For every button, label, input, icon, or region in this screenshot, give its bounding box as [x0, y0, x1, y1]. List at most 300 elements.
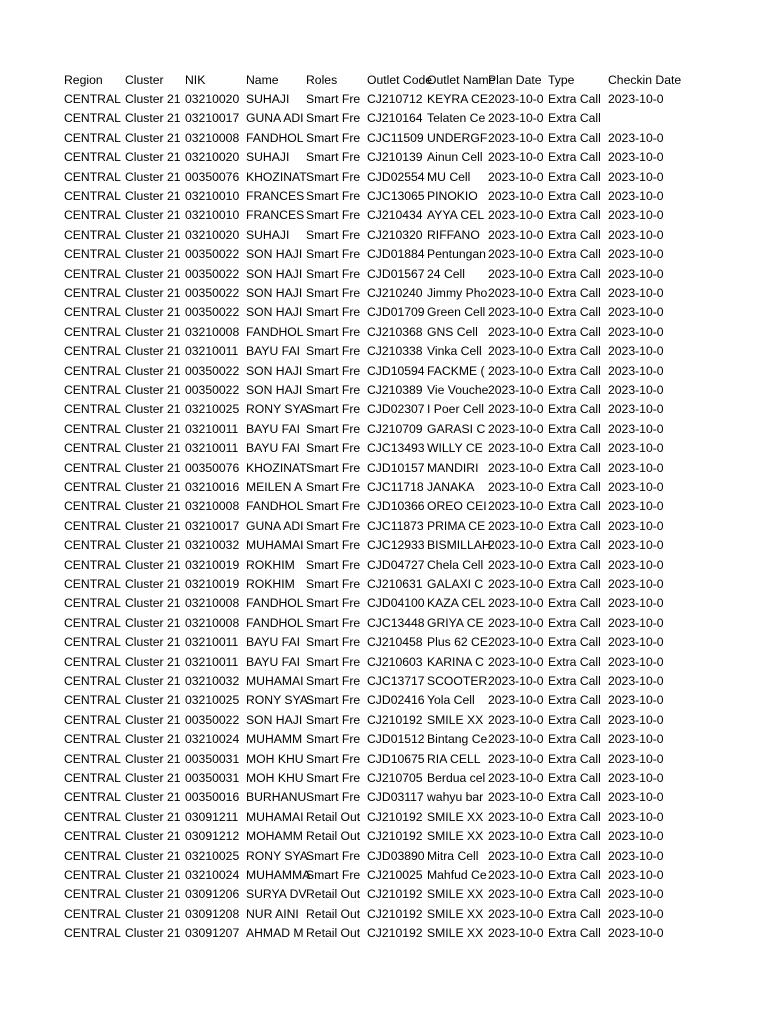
cell-roles[interactable]: Smart Fre	[306, 480, 361, 494]
cell-outlet-name[interactable]: Telaten Ce	[427, 111, 486, 126]
cell-type[interactable]: Extra Call	[548, 247, 601, 262]
cell-name[interactable]: RONY SYA	[246, 848, 308, 863]
cell-type[interactable]: Extra Call	[548, 111, 601, 126]
cell-type[interactable]: Extra Call	[548, 169, 601, 184]
cell-outlet-name[interactable]: UNDERGF	[427, 130, 488, 145]
cell-nik[interactable]: 00350022	[185, 286, 240, 300]
cell-outlet-name[interactable]: Vinka Cell	[427, 344, 482, 359]
cell-roles[interactable]: Smart Fre	[306, 732, 361, 747]
cell-outlet-code[interactable]: CJC13493	[367, 441, 425, 456]
cell-roles[interactable]: Smart Fre	[306, 402, 361, 417]
cell-type[interactable]: Extra Call	[548, 771, 601, 785]
cell-cluster[interactable]: Cluster 21	[125, 829, 181, 844]
cell-outlet-name[interactable]: AYYA CEL	[427, 208, 485, 223]
cell-plan-date[interactable]: 2023-10-0	[488, 712, 544, 727]
cell-roles[interactable]: Smart Fre	[306, 266, 361, 281]
cell-region[interactable]: CENTRAL	[64, 499, 121, 514]
cell-cluster[interactable]: Cluster 21	[125, 848, 181, 863]
cell-nik[interactable]: 03210024	[185, 732, 240, 747]
cell-outlet-name[interactable]: Berdua cel	[427, 771, 486, 785]
cell-name[interactable]: BAYU FAI	[246, 344, 300, 359]
cell-roles[interactable]: Smart Fre	[306, 208, 361, 223]
cell-type[interactable]: Extra Call	[548, 324, 601, 339]
cell-plan-date[interactable]: 2023-10-0	[488, 460, 544, 475]
cell-name[interactable]: SON HAJI	[246, 363, 303, 378]
cell-outlet-code[interactable]: CJ210192	[367, 906, 423, 921]
cell-name[interactable]: RONY SYA	[246, 693, 308, 708]
cell-checkin-date[interactable]: 2023-10-0	[608, 771, 664, 785]
header-cell-checkin-date[interactable]: Checkin Date	[608, 72, 682, 87]
cell-checkin-date[interactable]: 2023-10-0	[608, 189, 664, 203]
cell-outlet-code[interactable]: CJC11509	[367, 130, 424, 145]
cell-type[interactable]: Extra Call	[548, 906, 601, 921]
cell-nik[interactable]: 03210011	[185, 635, 239, 650]
cell-type[interactable]: Extra Call	[548, 305, 601, 320]
cell-name[interactable]: RONY SYA	[246, 402, 308, 417]
cell-plan-date[interactable]: 2023-10-0	[488, 247, 544, 262]
cell-cluster[interactable]: Cluster 21	[125, 247, 181, 262]
header-cell-outlet-code[interactable]: Outlet Code	[367, 72, 433, 87]
cell-outlet-code[interactable]: CJD10594	[367, 363, 425, 378]
cell-nik[interactable]: 03091206	[185, 887, 240, 902]
cell-plan-date[interactable]: 2023-10-0	[488, 344, 544, 359]
cell-checkin-date[interactable]: 2023-10-0	[608, 557, 664, 572]
cell-outlet-name[interactable]: PINOKIO	[427, 189, 478, 203]
cell-name[interactable]: FANDHOL	[246, 324, 304, 339]
cell-plan-date[interactable]: 2023-10-0	[488, 557, 544, 572]
cell-type[interactable]: Extra Call	[548, 383, 601, 397]
cell-nik[interactable]: 03210011	[185, 441, 239, 456]
header-cell-roles[interactable]: Roles	[306, 72, 338, 87]
cell-cluster[interactable]: Cluster 21	[125, 693, 181, 708]
cell-plan-date[interactable]: 2023-10-0	[488, 887, 544, 902]
cell-checkin-date[interactable]: 2023-10-0	[608, 538, 664, 553]
cell-name[interactable]: SUHAJI	[246, 227, 290, 242]
cell-checkin-date[interactable]: 2023-10-0	[608, 227, 664, 242]
cell-outlet-name[interactable]: FACKME (	[427, 363, 485, 378]
cell-checkin-date[interactable]: 2023-10-0	[608, 460, 664, 475]
header-cell-nik[interactable]: NIK	[185, 72, 206, 87]
cell-region[interactable]: CENTRAL	[64, 383, 121, 397]
cell-outlet-name[interactable]: Pentungan	[427, 247, 486, 262]
cell-plan-date[interactable]: 2023-10-0	[488, 868, 544, 882]
cell-roles[interactable]: Smart Fre	[306, 383, 361, 397]
cell-nik[interactable]: 03210025	[185, 848, 240, 863]
cell-type[interactable]: Extra Call	[548, 363, 601, 378]
cell-name[interactable]: BAYU FAI	[246, 441, 300, 456]
cell-outlet-name[interactable]: PRIMA CE	[427, 518, 486, 533]
cell-roles[interactable]: Smart Fre	[306, 92, 361, 106]
cell-checkin-date[interactable]: 2023-10-0	[608, 402, 664, 417]
cell-type[interactable]: Extra Call	[548, 538, 601, 553]
cell-checkin-date[interactable]: 2023-10-0	[608, 480, 664, 494]
cell-type[interactable]: Extra Call	[548, 130, 601, 145]
cell-name[interactable]: BAYU FAI	[246, 635, 300, 650]
cell-checkin-date[interactable]: 2023-10-0	[608, 790, 664, 805]
cell-outlet-name[interactable]: Mahfud Ce	[427, 868, 487, 882]
cell-roles[interactable]: Smart Fre	[306, 674, 361, 688]
cell-checkin-date[interactable]: 2023-10-0	[608, 635, 664, 650]
cell-name[interactable]: SON HAJI	[246, 286, 303, 300]
cell-outlet-name[interactable]: SMILE XX	[427, 712, 484, 727]
cell-type[interactable]: Extra Call	[548, 596, 601, 611]
cell-type[interactable]: Extra Call	[548, 693, 601, 708]
cell-type[interactable]: Extra Call	[548, 868, 601, 882]
cell-region[interactable]: CENTRAL	[64, 712, 121, 727]
cell-outlet-name[interactable]: GALAXI C	[427, 577, 484, 591]
cell-region[interactable]: CENTRAL	[64, 324, 121, 339]
cell-region[interactable]: CENTRAL	[64, 790, 121, 805]
cell-region[interactable]: CENTRAL	[64, 111, 121, 126]
cell-name[interactable]: FANDHOL	[246, 615, 304, 630]
header-cell-cluster[interactable]: Cluster	[125, 72, 164, 87]
cell-cluster[interactable]: Cluster 21	[125, 111, 181, 126]
cell-plan-date[interactable]: 2023-10-0	[488, 480, 544, 494]
cell-cluster[interactable]: Cluster 21	[125, 344, 181, 359]
cell-outlet-code[interactable]: CJ210434	[367, 208, 423, 223]
cell-nik[interactable]: 00350031	[185, 771, 240, 785]
cell-nik[interactable]: 00350022	[185, 383, 240, 397]
cell-nik[interactable]: 00350022	[185, 266, 240, 281]
cell-outlet-code[interactable]: CJ210458	[367, 635, 423, 650]
cell-name[interactable]: MEILEN A	[246, 480, 303, 494]
cell-checkin-date[interactable]: 2023-10-0	[608, 344, 664, 359]
cell-roles[interactable]: Smart Fre	[306, 693, 361, 708]
cell-checkin-date[interactable]: 2023-10-0	[608, 518, 664, 533]
cell-region[interactable]: CENTRAL	[64, 421, 121, 436]
cell-plan-date[interactable]: 2023-10-0	[488, 208, 544, 223]
cell-name[interactable]: FRANCES	[246, 208, 305, 223]
cell-checkin-date[interactable]: 2023-10-0	[608, 654, 664, 669]
cell-region[interactable]: CENTRAL	[64, 344, 121, 359]
cell-nik[interactable]: 00350031	[185, 751, 240, 766]
cell-outlet-code[interactable]: CJD02416	[367, 693, 425, 708]
cell-type[interactable]: Extra Call	[548, 790, 601, 805]
cell-nik[interactable]: 03210019	[185, 557, 240, 572]
cell-roles[interactable]: Smart Fre	[306, 712, 361, 727]
cell-roles[interactable]: Smart Fre	[306, 286, 361, 300]
cell-nik[interactable]: 03091211	[185, 809, 239, 824]
cell-plan-date[interactable]: 2023-10-0	[488, 305, 544, 320]
cell-cluster[interactable]: Cluster 21	[125, 635, 181, 650]
cell-nik[interactable]: 03210016	[185, 480, 240, 494]
cell-type[interactable]: Extra Call	[548, 674, 601, 688]
cell-plan-date[interactable]: 2023-10-0	[488, 169, 544, 184]
cell-checkin-date[interactable]: 2023-10-0	[608, 363, 664, 378]
cell-roles[interactable]: Smart Fre	[306, 518, 361, 533]
cell-name[interactable]: SON HAJI	[246, 383, 303, 397]
cell-region[interactable]: CENTRAL	[64, 247, 121, 262]
cell-plan-date[interactable]: 2023-10-0	[488, 906, 544, 921]
cell-outlet-name[interactable]: GARASI C	[427, 421, 486, 436]
cell-nik[interactable]: 00350022	[185, 247, 240, 262]
cell-nik[interactable]: 03210019	[185, 577, 240, 591]
header-cell-outlet-name[interactable]: Outlet Name	[427, 72, 496, 87]
cell-checkin-date[interactable]: 2023-10-0	[608, 887, 664, 902]
cell-outlet-code[interactable]: CJD01567	[367, 266, 425, 281]
cell-roles[interactable]: Smart Fre	[306, 654, 361, 669]
cell-region[interactable]: CENTRAL	[64, 169, 121, 184]
cell-region[interactable]: CENTRAL	[64, 189, 121, 203]
cell-region[interactable]: CENTRAL	[64, 208, 121, 223]
cell-outlet-name[interactable]: KARINA C	[427, 654, 484, 669]
cell-plan-date[interactable]: 2023-10-0	[488, 654, 544, 669]
cell-outlet-code[interactable]: CJD10366	[367, 499, 425, 514]
cell-type[interactable]: Extra Call	[548, 887, 601, 902]
cell-outlet-name[interactable]: 24 Cell	[427, 266, 465, 281]
cell-checkin-date[interactable]: 2023-10-0	[608, 693, 664, 708]
cell-region[interactable]: CENTRAL	[64, 848, 121, 863]
cell-region[interactable]: CENTRAL	[64, 596, 121, 611]
cell-cluster[interactable]: Cluster 21	[125, 130, 181, 145]
cell-type[interactable]: Extra Call	[548, 189, 601, 203]
cell-region[interactable]: CENTRAL	[64, 771, 121, 785]
cell-plan-date[interactable]: 2023-10-0	[488, 189, 544, 203]
cell-cluster[interactable]: Cluster 21	[125, 518, 181, 533]
header-cell-name[interactable]: Name	[246, 72, 279, 87]
cell-nik[interactable]: 03210017	[185, 518, 240, 533]
cell-outlet-code[interactable]: CJC11873	[367, 518, 424, 533]
cell-name[interactable]: MUHAMAI	[246, 538, 304, 553]
cell-outlet-name[interactable]: JANAKA	[427, 480, 475, 494]
cell-type[interactable]: Extra Call	[548, 421, 601, 436]
cell-plan-date[interactable]: 2023-10-0	[488, 518, 544, 533]
cell-cluster[interactable]: Cluster 21	[125, 790, 181, 805]
cell-plan-date[interactable]: 2023-10-0	[488, 635, 544, 650]
cell-region[interactable]: CENTRAL	[64, 615, 121, 630]
cell-name[interactable]: FANDHOL	[246, 130, 304, 145]
cell-outlet-name[interactable]: Mitra Cell	[427, 848, 479, 863]
cell-nik[interactable]: 03210020	[185, 150, 240, 165]
cell-checkin-date[interactable]	[608, 109, 667, 128]
cell-checkin-date[interactable]: 2023-10-0	[608, 577, 664, 591]
cell-nik[interactable]: 03210008	[185, 130, 240, 145]
cell-outlet-code[interactable]: CJ210603	[367, 654, 423, 669]
cell-name[interactable]: KHOZINAT	[246, 460, 307, 475]
cell-type[interactable]: Extra Call	[548, 480, 601, 494]
cell-roles[interactable]: Retail Out	[306, 809, 361, 824]
cell-region[interactable]: CENTRAL	[64, 518, 121, 533]
cell-outlet-name[interactable]: SMILE XX	[427, 926, 484, 941]
cell-outlet-name[interactable]: Green Cell	[427, 305, 486, 320]
cell-plan-date[interactable]: 2023-10-0	[488, 771, 544, 785]
cell-outlet-name[interactable]: KAZA CEL	[427, 596, 486, 611]
cell-cluster[interactable]: Cluster 21	[125, 383, 181, 397]
cell-name[interactable]: SUHAJI	[246, 150, 290, 165]
cell-outlet-code[interactable]: CJD04100	[367, 596, 425, 611]
cell-name[interactable]: SURYA DV	[246, 887, 307, 902]
cell-checkin-date[interactable]: 2023-10-0	[608, 868, 664, 882]
cell-roles[interactable]: Smart Fre	[306, 790, 361, 805]
cell-checkin-date[interactable]: 2023-10-0	[608, 208, 664, 223]
cell-region[interactable]: CENTRAL	[64, 635, 121, 650]
cell-cluster[interactable]: Cluster 21	[125, 732, 181, 747]
cell-cluster[interactable]: Cluster 21	[125, 305, 181, 320]
cell-plan-date[interactable]: 2023-10-0	[488, 926, 544, 941]
cell-type[interactable]: Extra Call	[548, 402, 601, 417]
cell-checkin-date[interactable]: 2023-10-0	[608, 712, 664, 727]
cell-type[interactable]: Extra Call	[548, 712, 601, 727]
cell-nik[interactable]: 03210025	[185, 693, 240, 708]
cell-type[interactable]: Extra Call	[548, 518, 601, 533]
cell-outlet-name[interactable]: SCOOTER	[427, 674, 488, 688]
cell-name[interactable]: AHMAD M	[246, 926, 304, 941]
cell-type[interactable]: Extra Call	[548, 848, 601, 863]
cell-checkin-date[interactable]: 2023-10-0	[608, 674, 664, 688]
cell-cluster[interactable]: Cluster 21	[125, 227, 181, 242]
cell-outlet-code[interactable]: CJ210712	[367, 92, 423, 106]
cell-plan-date[interactable]: 2023-10-0	[488, 286, 544, 300]
cell-region[interactable]: CENTRAL	[64, 674, 121, 688]
cell-plan-date[interactable]: 2023-10-0	[488, 693, 544, 708]
cell-cluster[interactable]: Cluster 21	[125, 441, 181, 456]
cell-type[interactable]: Extra Call	[548, 829, 601, 844]
cell-type[interactable]: Extra Call	[548, 635, 601, 650]
cell-region[interactable]: CENTRAL	[64, 130, 121, 145]
cell-name[interactable]: ROKHIM	[246, 577, 295, 591]
cell-type[interactable]: Extra Call	[548, 208, 601, 223]
cell-region[interactable]: CENTRAL	[64, 868, 121, 882]
cell-checkin-date[interactable]: 2023-10-0	[608, 809, 664, 824]
cell-outlet-name[interactable]: RIA CELL	[427, 751, 481, 766]
cell-outlet-code[interactable]: CJD10675	[367, 751, 425, 766]
cell-plan-date[interactable]: 2023-10-0	[488, 266, 544, 281]
cell-outlet-name[interactable]: Jimmy Pho	[427, 286, 488, 300]
header-cell-region[interactable]: Region	[64, 72, 103, 87]
cell-name[interactable]: FANDHOL	[246, 499, 304, 514]
cell-name[interactable]: FANDHOL	[246, 596, 304, 611]
cell-cluster[interactable]: Cluster 21	[125, 906, 181, 921]
cell-name[interactable]: MUHAMM	[246, 732, 303, 747]
cell-outlet-name[interactable]: I Poer Cell	[427, 402, 484, 417]
cell-type[interactable]: Extra Call	[548, 926, 601, 941]
cell-roles[interactable]: Smart Fre	[306, 130, 361, 145]
cell-name[interactable]: ROKHIM	[246, 557, 295, 572]
cell-type[interactable]: Extra Call	[548, 615, 601, 630]
cell-roles[interactable]: Smart Fre	[306, 344, 361, 359]
cell-type[interactable]: Extra Call	[548, 654, 601, 669]
cell-outlet-name[interactable]: KEYRA CE	[427, 92, 488, 106]
cell-region[interactable]: CENTRAL	[64, 732, 121, 747]
cell-cluster[interactable]: Cluster 21	[125, 324, 181, 339]
cell-outlet-code[interactable]: CJD04727	[367, 557, 425, 572]
cell-cluster[interactable]: Cluster 21	[125, 208, 181, 223]
cell-outlet-code[interactable]: CJD02307	[367, 402, 425, 417]
cell-cluster[interactable]: Cluster 21	[125, 499, 181, 514]
cell-outlet-code[interactable]: CJ210025	[367, 868, 423, 882]
cell-nik[interactable]: 03210032	[185, 538, 240, 553]
cell-plan-date[interactable]: 2023-10-0	[488, 848, 544, 863]
cell-roles[interactable]: Smart Fre	[306, 421, 361, 436]
cell-roles[interactable]: Retail Out	[306, 829, 361, 844]
cell-checkin-date[interactable]: 2023-10-0	[608, 421, 664, 436]
cell-roles[interactable]: Smart Fre	[306, 150, 361, 165]
cell-outlet-name[interactable]: RIFFANO	[427, 227, 480, 242]
cell-checkin-date[interactable]: 2023-10-0	[608, 596, 664, 611]
cell-region[interactable]: CENTRAL	[64, 363, 121, 378]
cell-cluster[interactable]: Cluster 21	[125, 402, 181, 417]
cell-roles[interactable]: Smart Fre	[306, 189, 361, 203]
cell-plan-date[interactable]: 2023-10-0	[488, 92, 544, 106]
cell-cluster[interactable]: Cluster 21	[125, 460, 181, 475]
cell-nik[interactable]: 00350022	[185, 363, 240, 378]
cell-name[interactable]: MUHAMAI	[246, 674, 304, 688]
cell-checkin-date[interactable]: 2023-10-0	[608, 247, 664, 262]
cell-nik[interactable]: 03091207	[185, 926, 240, 941]
header-cell-plan-date[interactable]: Plan Date	[488, 72, 542, 87]
cell-plan-date[interactable]: 2023-10-0	[488, 809, 544, 824]
cell-outlet-name[interactable]: BISMILLAH	[427, 538, 491, 553]
cell-roles[interactable]: Smart Fre	[306, 227, 361, 242]
cell-cluster[interactable]: Cluster 21	[125, 596, 181, 611]
cell-roles[interactable]: Smart Fre	[306, 771, 361, 785]
cell-outlet-name[interactable]: Plus 62 CE	[427, 635, 488, 650]
cell-outlet-code[interactable]: CJ210192	[367, 926, 423, 941]
cell-cluster[interactable]: Cluster 21	[125, 286, 181, 300]
cell-region[interactable]: CENTRAL	[64, 92, 121, 106]
cell-checkin-date[interactable]: 2023-10-0	[608, 266, 664, 281]
cell-cluster[interactable]: Cluster 21	[125, 266, 181, 281]
cell-nik[interactable]: 03210010	[185, 208, 240, 223]
cell-cluster[interactable]: Cluster 21	[125, 712, 181, 727]
cell-roles[interactable]: Smart Fre	[306, 441, 361, 456]
cell-nik[interactable]: 03210025	[185, 402, 240, 417]
cell-name[interactable]: SON HAJI	[246, 712, 303, 727]
cell-nik[interactable]: 03210032	[185, 674, 240, 688]
cell-region[interactable]: CENTRAL	[64, 150, 121, 165]
cell-plan-date[interactable]: 2023-10-0	[488, 674, 544, 688]
cell-roles[interactable]: Smart Fre	[306, 169, 361, 184]
cell-outlet-code[interactable]: CJD02554	[367, 169, 425, 184]
cell-cluster[interactable]: Cluster 21	[125, 615, 181, 630]
cell-cluster[interactable]: Cluster 21	[125, 363, 181, 378]
cell-name[interactable]: SON HAJI	[246, 305, 303, 320]
cell-name[interactable]: BURHANU	[246, 790, 307, 805]
cell-name[interactable]: MOH KHU	[246, 751, 304, 766]
cell-outlet-code[interactable]: CJ210164	[367, 111, 423, 126]
cell-cluster[interactable]: Cluster 21	[125, 674, 181, 688]
cell-checkin-date[interactable]: 2023-10-0	[608, 169, 664, 184]
cell-plan-date[interactable]: 2023-10-0	[488, 130, 544, 145]
cell-checkin-date[interactable]: 2023-10-0	[608, 906, 664, 921]
cell-outlet-name[interactable]: Yola Cell	[427, 693, 475, 708]
cell-name[interactable]: GUNA ADI	[246, 111, 304, 126]
cell-region[interactable]: CENTRAL	[64, 441, 121, 456]
cell-plan-date[interactable]: 2023-10-0	[488, 596, 544, 611]
cell-name[interactable]: MUHAMMA	[246, 868, 311, 882]
cell-plan-date[interactable]: 2023-10-0	[488, 441, 544, 456]
cell-roles[interactable]: Retail Out	[306, 887, 361, 902]
cell-checkin-date[interactable]: 2023-10-0	[608, 499, 664, 514]
cell-name[interactable]: SON HAJI	[246, 247, 303, 262]
cell-roles[interactable]: Smart Fre	[306, 848, 361, 863]
cell-outlet-name[interactable]: MANDIRI	[427, 460, 479, 475]
cell-cluster[interactable]: Cluster 21	[125, 92, 181, 106]
cell-outlet-code[interactable]: CJ210240	[367, 286, 423, 300]
cell-outlet-name[interactable]: Chela Cell	[427, 557, 484, 572]
cell-checkin-date[interactable]: 2023-10-0	[608, 732, 664, 747]
cell-outlet-code[interactable]: CJC11718	[367, 480, 424, 494]
cell-outlet-name[interactable]: WILLY CE	[427, 441, 483, 456]
cell-name[interactable]: MOHAMM	[246, 829, 303, 844]
cell-outlet-name[interactable]: GRIYA CE	[427, 615, 484, 630]
cell-plan-date[interactable]: 2023-10-0	[488, 615, 544, 630]
cell-nik[interactable]: 03210020	[185, 227, 240, 242]
cell-nik[interactable]: 03210008	[185, 324, 240, 339]
cell-roles[interactable]: Smart Fre	[306, 324, 361, 339]
cell-region[interactable]: CENTRAL	[64, 305, 121, 320]
cell-region[interactable]: CENTRAL	[64, 460, 121, 475]
